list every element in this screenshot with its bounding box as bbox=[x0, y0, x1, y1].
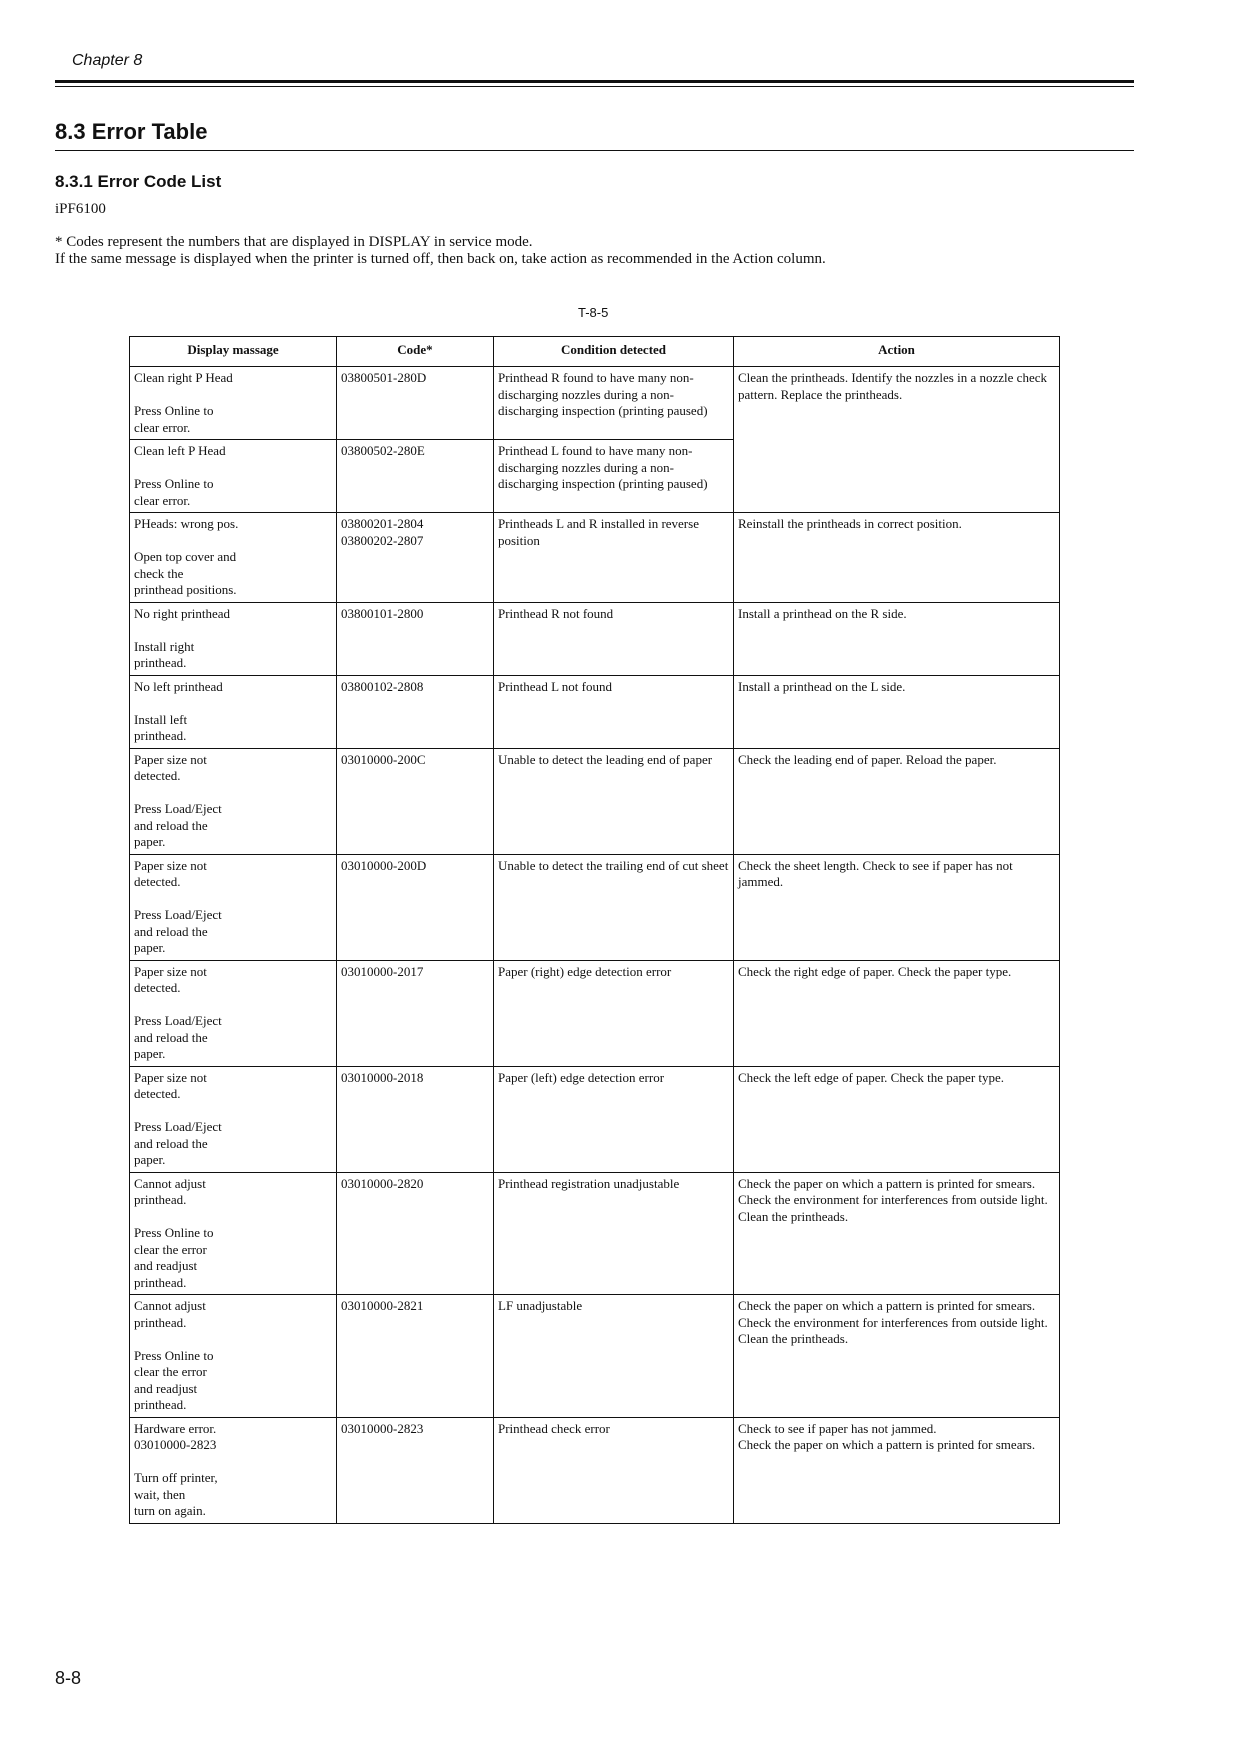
error-code-table bbox=[129, 336, 1060, 1524]
display-message-text: Clean left P Head Press Online to clear error. bbox=[134, 443, 226, 508]
condition-text: Printhead registration unadjustable bbox=[498, 1175, 680, 1191]
cell-action bbox=[734, 602, 1060, 675]
action-text: Install a printhead on the L side. bbox=[738, 678, 906, 694]
code-text: 03010000-2820 bbox=[341, 1175, 424, 1191]
display-message-text: PHeads: wrong pos. Open top cover and check the printhead positions. bbox=[134, 516, 239, 597]
condition-text: Paper (right) edge detection error bbox=[498, 963, 672, 979]
model-name: iPF6100 bbox=[55, 201, 106, 217]
action-text: Check the right edge of paper. Check the paper type. bbox=[738, 963, 1012, 979]
table-row bbox=[130, 854, 1060, 960]
note-line-2: If the same message is displayed when the printer is turned off, then back on, take action as recommended in the Action column. bbox=[55, 251, 826, 267]
cell-code bbox=[337, 602, 494, 675]
cell-code bbox=[337, 675, 494, 748]
section-rule bbox=[55, 150, 1134, 151]
display-message-text: Hardware error. 03010000-2823 Turn off printer, wait, then turn on again. bbox=[134, 1420, 218, 1518]
cell-condition bbox=[494, 1066, 734, 1172]
cell-display-message bbox=[130, 1066, 337, 1172]
cell-code bbox=[337, 1066, 494, 1172]
table-row bbox=[130, 602, 1060, 675]
code-text: 03800501-280D bbox=[341, 370, 427, 385]
condition-text: Printhead R not found bbox=[498, 605, 614, 621]
cell-action bbox=[734, 513, 1060, 603]
code-text: 03800502-280E bbox=[341, 443, 425, 458]
code-text: 03010000-200D bbox=[341, 857, 427, 873]
cell-display-message bbox=[130, 440, 337, 513]
cell-condition bbox=[494, 367, 734, 440]
table-row bbox=[130, 1295, 1060, 1418]
code-text: 03010000-200C bbox=[341, 751, 426, 767]
condition-text: Printhead R found to have many non-discharging nozzles during a non-discharging inspection (printing paused) bbox=[498, 370, 708, 418]
table-caption: T-8-5 bbox=[578, 305, 609, 320]
cell-display-message bbox=[130, 675, 337, 748]
cell-condition bbox=[494, 854, 734, 960]
subsection-title: 8.3.1 Error Code List bbox=[55, 172, 222, 191]
header-action: Action bbox=[734, 337, 1060, 367]
cell-condition bbox=[494, 675, 734, 748]
condition-text: LF unadjustable bbox=[498, 1298, 583, 1313]
header-display-message: Display massage bbox=[130, 337, 337, 367]
cell-code bbox=[337, 854, 494, 960]
cell-condition bbox=[494, 748, 734, 854]
code-text: 03800201-2804 03800202-2807 bbox=[341, 516, 424, 548]
condition-text: Unable to detect the leading end of paper bbox=[498, 751, 713, 767]
cell-code bbox=[337, 1417, 494, 1523]
code-text: 03010000-2018 bbox=[341, 1069, 424, 1085]
cell-code bbox=[337, 960, 494, 1066]
display-message-text: Clean right P Head Press Online to clear error. bbox=[134, 370, 233, 435]
code-text: 03010000-2823 bbox=[341, 1420, 424, 1436]
code-text: 03010000-2017 bbox=[341, 963, 424, 979]
action-text: Check the sheet length. Check to see if paper has not jammed. bbox=[738, 857, 1013, 889]
cell-code bbox=[337, 367, 494, 440]
table-row bbox=[130, 960, 1060, 1066]
action-text: Check the leading end of paper. Reload the paper. bbox=[738, 751, 997, 767]
cell-condition bbox=[494, 960, 734, 1066]
table-row bbox=[130, 1417, 1060, 1523]
code-text: 03010000-2821 bbox=[341, 1298, 424, 1313]
cell-code bbox=[337, 513, 494, 603]
display-message-text: Paper size not detected. Press Load/Eject and reload the paper. bbox=[134, 751, 222, 849]
display-message-text: Paper size not detected. Press Load/Eject and reload the paper. bbox=[134, 963, 222, 1061]
display-message-text: Paper size not detected. Press Load/Eject and reload the paper. bbox=[134, 1069, 222, 1167]
condition-text: Printhead check error bbox=[498, 1420, 610, 1436]
cell-display-message bbox=[130, 602, 337, 675]
code-text: 03800102-2808 bbox=[341, 678, 424, 694]
code-text: 03800101-2800 bbox=[341, 605, 424, 621]
cell-code bbox=[337, 1295, 494, 1418]
header-code: Code* bbox=[337, 337, 494, 367]
table-row bbox=[130, 748, 1060, 854]
display-message-text: No left printhead Install left printhead. bbox=[134, 678, 223, 743]
condition-text: Unable to detect the trailing end of cut sheet bbox=[498, 857, 729, 873]
cell-action bbox=[734, 960, 1060, 1066]
cell-display-message bbox=[130, 1295, 337, 1418]
condition-text: Paper (left) edge detection error bbox=[498, 1069, 665, 1085]
cell-display-message bbox=[130, 1172, 337, 1295]
table-row bbox=[130, 513, 1060, 603]
cell-display-message bbox=[130, 367, 337, 440]
cell-condition bbox=[494, 440, 734, 513]
action-text: Clean the printheads. Identify the nozzles in a nozzle check pattern. Replace the printheads. bbox=[738, 370, 1047, 402]
cell-display-message bbox=[130, 960, 337, 1066]
cell-condition bbox=[494, 513, 734, 603]
display-message-text: Paper size not detected. Press Load/Eject and reload the paper. bbox=[134, 857, 222, 955]
action-text: Reinstall the printheads in correct position. bbox=[738, 516, 962, 531]
service-mode-note bbox=[55, 234, 826, 268]
condition-text: Printheads L and R installed in reverse position bbox=[498, 516, 699, 548]
cell-display-message bbox=[130, 513, 337, 603]
chapter-header: Chapter 8 bbox=[72, 52, 143, 69]
condition-text: Printhead L found to have many non-discharging nozzles during a non-discharging inspection (printing paused) bbox=[498, 443, 708, 491]
cell-action bbox=[734, 1066, 1060, 1172]
cell-action bbox=[734, 748, 1060, 854]
cell-code bbox=[337, 748, 494, 854]
cell-display-message bbox=[130, 748, 337, 854]
cell-display-message bbox=[130, 1417, 337, 1523]
table-header-row bbox=[130, 337, 1060, 367]
cell-display-message bbox=[130, 854, 337, 960]
action-text: Install a printhead on the R side. bbox=[738, 605, 907, 621]
table-row bbox=[130, 1066, 1060, 1172]
action-text: Check the paper on which a pattern is printed for smears. Check the environment for interferences from outside light. Clean the printheads. bbox=[738, 1175, 1048, 1224]
display-message-text: Cannot adjust printhead. Press Online to clear the error and readjust printhead. bbox=[134, 1298, 214, 1412]
cell-action bbox=[734, 1295, 1060, 1418]
note-line-1: * Codes represent the numbers that are displayed in DISPLAY in service mode. bbox=[55, 234, 533, 250]
cell-condition bbox=[494, 602, 734, 675]
condition-text: Printhead L not found bbox=[498, 678, 612, 694]
cell-condition bbox=[494, 1172, 734, 1295]
cell-action bbox=[734, 1172, 1060, 1295]
section-title: 8.3 Error Table bbox=[55, 119, 208, 144]
cell-condition bbox=[494, 1295, 734, 1418]
display-message-text: Cannot adjust printhead. Press Online to clear the error and readjust printhead. bbox=[134, 1175, 214, 1290]
header-condition: Condition detected bbox=[494, 337, 734, 367]
table-row bbox=[130, 675, 1060, 748]
header-rule-thin bbox=[55, 86, 1134, 87]
table-row bbox=[130, 367, 1060, 440]
cell-action bbox=[734, 367, 1060, 513]
action-text: Check the left edge of paper. Check the paper type. bbox=[738, 1069, 1005, 1085]
header-rule-thick bbox=[55, 80, 1134, 83]
cell-code bbox=[337, 440, 494, 513]
cell-action bbox=[734, 854, 1060, 960]
cell-action bbox=[734, 1417, 1060, 1523]
cell-action bbox=[734, 675, 1060, 748]
display-message-text: No right printhead Install right printhead. bbox=[134, 605, 231, 670]
action-text: Check the paper on which a pattern is printed for smears. Check the environment for interferences from outside light. Clean the printheads. bbox=[738, 1298, 1048, 1346]
action-text: Check to see if paper has not jammed. Check the paper on which a pattern is printed for smears. bbox=[738, 1420, 1036, 1452]
cell-code bbox=[337, 1172, 494, 1295]
table-row bbox=[130, 1172, 1060, 1295]
page-number: 8-8 bbox=[55, 1668, 82, 1688]
cell-condition bbox=[494, 1417, 734, 1523]
